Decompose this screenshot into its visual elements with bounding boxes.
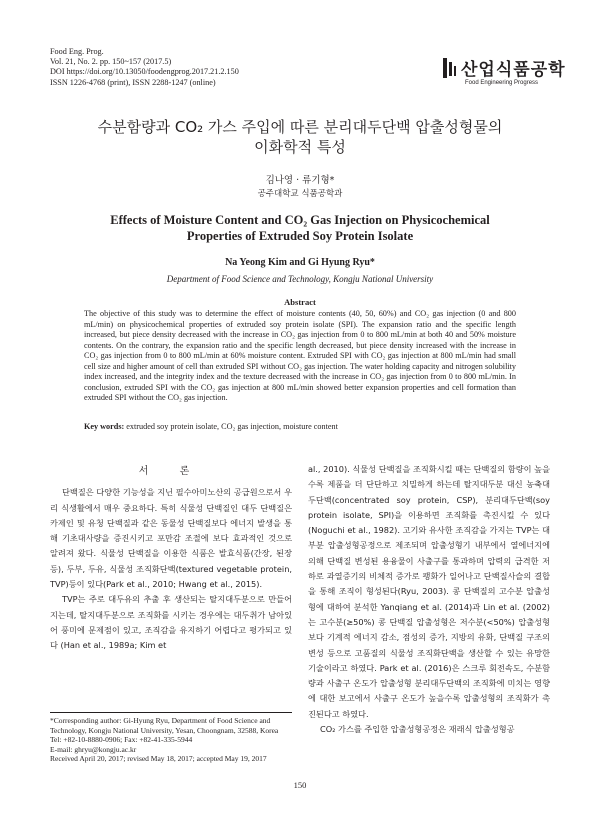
page-number: 150	[293, 780, 307, 790]
keywords	[84, 422, 516, 431]
journal-name: Food Eng. Prog.	[50, 47, 104, 56]
affiliation-korean: 공주대학교 식품공학과	[257, 189, 343, 199]
journal-issn: ISSN 1226-4768 (print), ISSN 2288-1247 (online)	[50, 77, 216, 87]
journal-doi: DOI https://doi.org/10.13050/foodengprog.2017.21.2.150	[50, 67, 239, 77]
paragraph: TVP는 주로 대두유의 추출 후 생산되는 탈지대두분으로 만들어지는데, 탈지대두분으로 조직화를 시키는 경우에는 대두취가 남아있어 풍미에 문제점이 있고, 조직감을 유지하기 어렵다고 평가되고 있다 (Han et al., 1989a; Kim et	[50, 594, 292, 651]
left-column	[50, 462, 292, 654]
logo-mark-icon	[443, 58, 457, 78]
footnote-email: E-mail: ghryu@kongju.ac.kr	[50, 744, 137, 754]
right-column	[308, 462, 550, 737]
keywords-text: extruded soy protein isolate, CO₂ gas injection, moisture content	[124, 422, 338, 431]
paper-title-english	[0, 212, 600, 244]
footnote-dates: Received April 20, 2017; revised May 18, 2017; accepted May 19, 2017	[50, 754, 267, 763]
paragraph: 단백질은 다양한 기능성을 지닌 필수아미노산의 공급원으로서 우리 식생활에서 매우 중요하다. 특히 식물성 단백질인 대두 단백질은 카제인 및 유청 단백질과 같은 동물성 단백질보다 에너지 발생을 통해 기초대사량을 증진시키고 포만감 조절에 보다 효과적인 것으로 알려져 왔다. 식물성 단백질을 이용한 식품은 발효식품(간장, 된장 등), 두부, 두유, 식물성 조직화단백(textured vegetable protein, TVP)등이 있다(Park et al., 2010; Hwang et al., 2015).	[50, 487, 292, 590]
authors-english: Na Yeong Kim and Gi Hyung Ryu*	[225, 257, 375, 268]
paragraph: al., 2010). 식물성 단백질을 조직화시킬 때는 단백질의 함량이 높을수록 제품을 더 단단하고 치밀하게 하는데 탈지대두분 대신 농축대두단백(concentrated soy protein, CSP), 분리대두단백(soy protein isolate, SPI)을 이용하면 조직화를 촉진시킬 수 있다(Noguchi et al., 1982). 고기와 유사한 조직감을 가지는 TVP는 대부분 압출성형공정으로 제조되며 압출성형기 내부에서 열에너지에 의해 단백질 변성된 용융물이 사출구를 통과하며 압력의 급격한 저하로 과열증기의 비체적 증가로 팽화가 일어나고 단백질사슬의 결합을 통해 조직이 형성된다(Ryu, 2003). 콩 단백질의 고수분 압출성형에 대하여 분석한 Yanqiang et al. (2014)과 Lin et al. (2002)는 고수분(≥50%) 콩 단백질 압출성형은 저수분(<50%) 압출성형보다 기계적 에너지 감소, 점성의 증가, 지방의 유화, 단백질 구조의 변성 등으로 고품질의 식물성 조직화단백을 생산할 수 있는 유망한 기술이라고 하였다. Park et al. (2016)은 스크루 회전속도, 수분함량과 사출구 온도가 압출성형 분리대두단백의 조직화에 미치는 영향에 대한 보고에서 사출구 온도가 높을수록 압출성형의 조직화가 촉진된다고 하였다.	[308, 464, 550, 719]
footnote	[50, 716, 292, 764]
abstract-text: The objective of this study was to determine the effect of moisture contents (40, 50, 60%) and CO₂ gas injection (0 and 800 mL/min) on physicochemical properties of extruded soy protein isolate (SPI). The expansion ratio and the specific length increased, but piece density decreased with the increase in CO₂ gas injection from 0 to 800 mL/min at both 40 and 50% moisture contents. On the contrary, the expansion ratio and the specific length decreased, but piece density increased with the increase in CO₂ gas injection from 0 to 800 mL/min at 60% moisture content. Extruded SPI with CO₂ gas injection at 800 mL/min had small cell size and higher amount of cell than extruded SPI without CO₂ gas injection. The water holding capacity and nitrogen solubility index increased, and the integrity index and the texture decreased with the increase in CO₂ gas injection from 0 to 800 mL/min. In conclusion, extruded SPI with the CO₂ gas injection at 800 mL/min showed better expansion properties and cell formation than extruded SPI without the CO₂ gas injection.	[84, 309, 516, 402]
keywords-label: Key words:	[84, 422, 125, 431]
affiliation-english: Department of Food Science and Technology, Kongju National University	[166, 274, 434, 284]
logo-title: 산업식품공학	[461, 60, 566, 80]
logo-subtitle: Food Engineering Progress	[465, 80, 539, 86]
section-heading: 서 론	[138, 466, 204, 477]
title-ko-line1: 수분함량과 CO₂ 가스 주입에 따른 분리대두단백 압출성형물의	[97, 118, 503, 136]
footnote-divider	[50, 712, 292, 713]
paper-title-korean	[0, 117, 600, 157]
title-en-line2: Properties of Extruded Soy Protein Isolate	[186, 229, 414, 243]
paragraph: CO₂ 가스를 주입한 압출성형공정은 재래식 압출성형공	[320, 724, 515, 735]
abstract-heading: Abstract	[284, 297, 316, 307]
journal-logo	[443, 55, 566, 95]
footnote-phone: Tel: +82-10-8880-0906; Fax: +82-41-335-5944	[50, 735, 193, 744]
footnote-corresponding: *Corresponding author: Gi-Hyung Ryu, Department of Food Science and Technology, Kongju National University, Yesan, Choongnam, 32588, Korea	[50, 716, 279, 735]
title-ko-line2: 이화학적 특성	[254, 138, 346, 156]
title-en-line1: Effects of Moisture Content and CO₂ Gas Injection on Physicochemical	[110, 213, 490, 227]
journal-info	[50, 47, 239, 88]
authors-korean: 김나영 · 류기형*	[265, 175, 335, 186]
journal-volume: Vol. 21, No. 2. pp. 150~157 (2017.5)	[50, 57, 172, 67]
